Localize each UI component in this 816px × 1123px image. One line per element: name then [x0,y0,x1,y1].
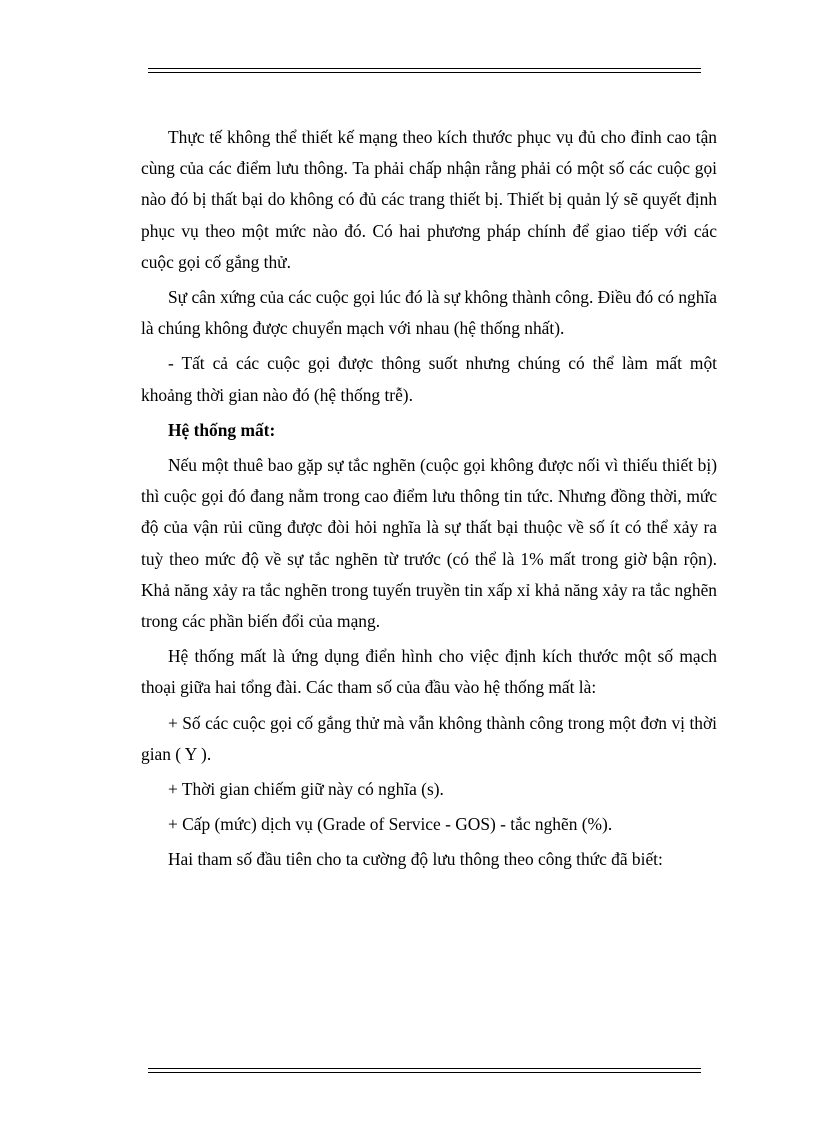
section-heading: Hệ thống mất: [168,419,276,440]
header-rule [148,68,701,73]
paragraph: Thực tế không thể thiết kế mạng theo kích thước phục vụ đủ cho đỉnh cao tận cùng của các điểm lưu thông. Ta phải chấp nhận rằng phải có một số các cuộc gọi nào đó bị thất bại do không có đủ các trang thiết bị. Thiết bị quản lý sẽ quyết định phục vụ theo một mức nào đó. Có hai phương pháp chính để giao tiếp với các cuộc gọi cố gắng thử. [141,127,717,272]
paragraph: - Tất cả các cuộc gọi được thông suốt nhưng chúng có thể làm mất một khoảng thời gian nào đó (hệ thống trễ). [141,353,717,405]
paragraph: Sự cân xứng của các cuộc gọi lúc đó là sự không thành công. Điều đó có nghĩa là chúng không được chuyển mạch với nhau (hệ thống nhất). [141,287,717,339]
paragraph: Hai tham số đầu tiên cho ta cường độ lưu thông theo công thức đã biết: [168,849,663,870]
page-body [141,122,717,880]
list-item: + Cấp (mức) dịch vụ (Grade of Service - GOS) - tắc nghẽn (%). [168,814,613,835]
list-item: + Thời gian chiếm giữ này có nghĩa (s). [168,779,444,800]
footer-rule [148,1068,701,1073]
paragraph: Nếu một thuê bao gặp sự tắc nghẽn (cuộc gọi không được nối vì thiếu thiết bị) thì cuộc gọi đó đang nằm trong cao điểm lưu thông tin tức. Nhưng đồng thời, mức độ của vận rủi cũng được đòi hỏi nghĩa là sự thất bại thuộc về số ít có thể xảy ra tuỳ theo mức độ về sự tắc nghẽn từ trước (có thể là 1% mất trong giờ bận rộn). Khả năng xảy ra tắc nghẽn trong tuyến truyền tin xấp xỉ khả năng xảy ra tắc nghẽn trong các phần biến đổi của mạng. [141,455,717,632]
list-item: + Số các cuộc gọi cố gắng thử mà vẫn không thành công trong một đơn vị thời gian ( Y ). [141,712,717,764]
paragraph: Hệ thống mất là ứng dụng điển hình cho việc định kích thước một số mạch thoại giữa hai tổng đài. Các tham số của đầu vào hệ thống mất là: [141,646,717,698]
